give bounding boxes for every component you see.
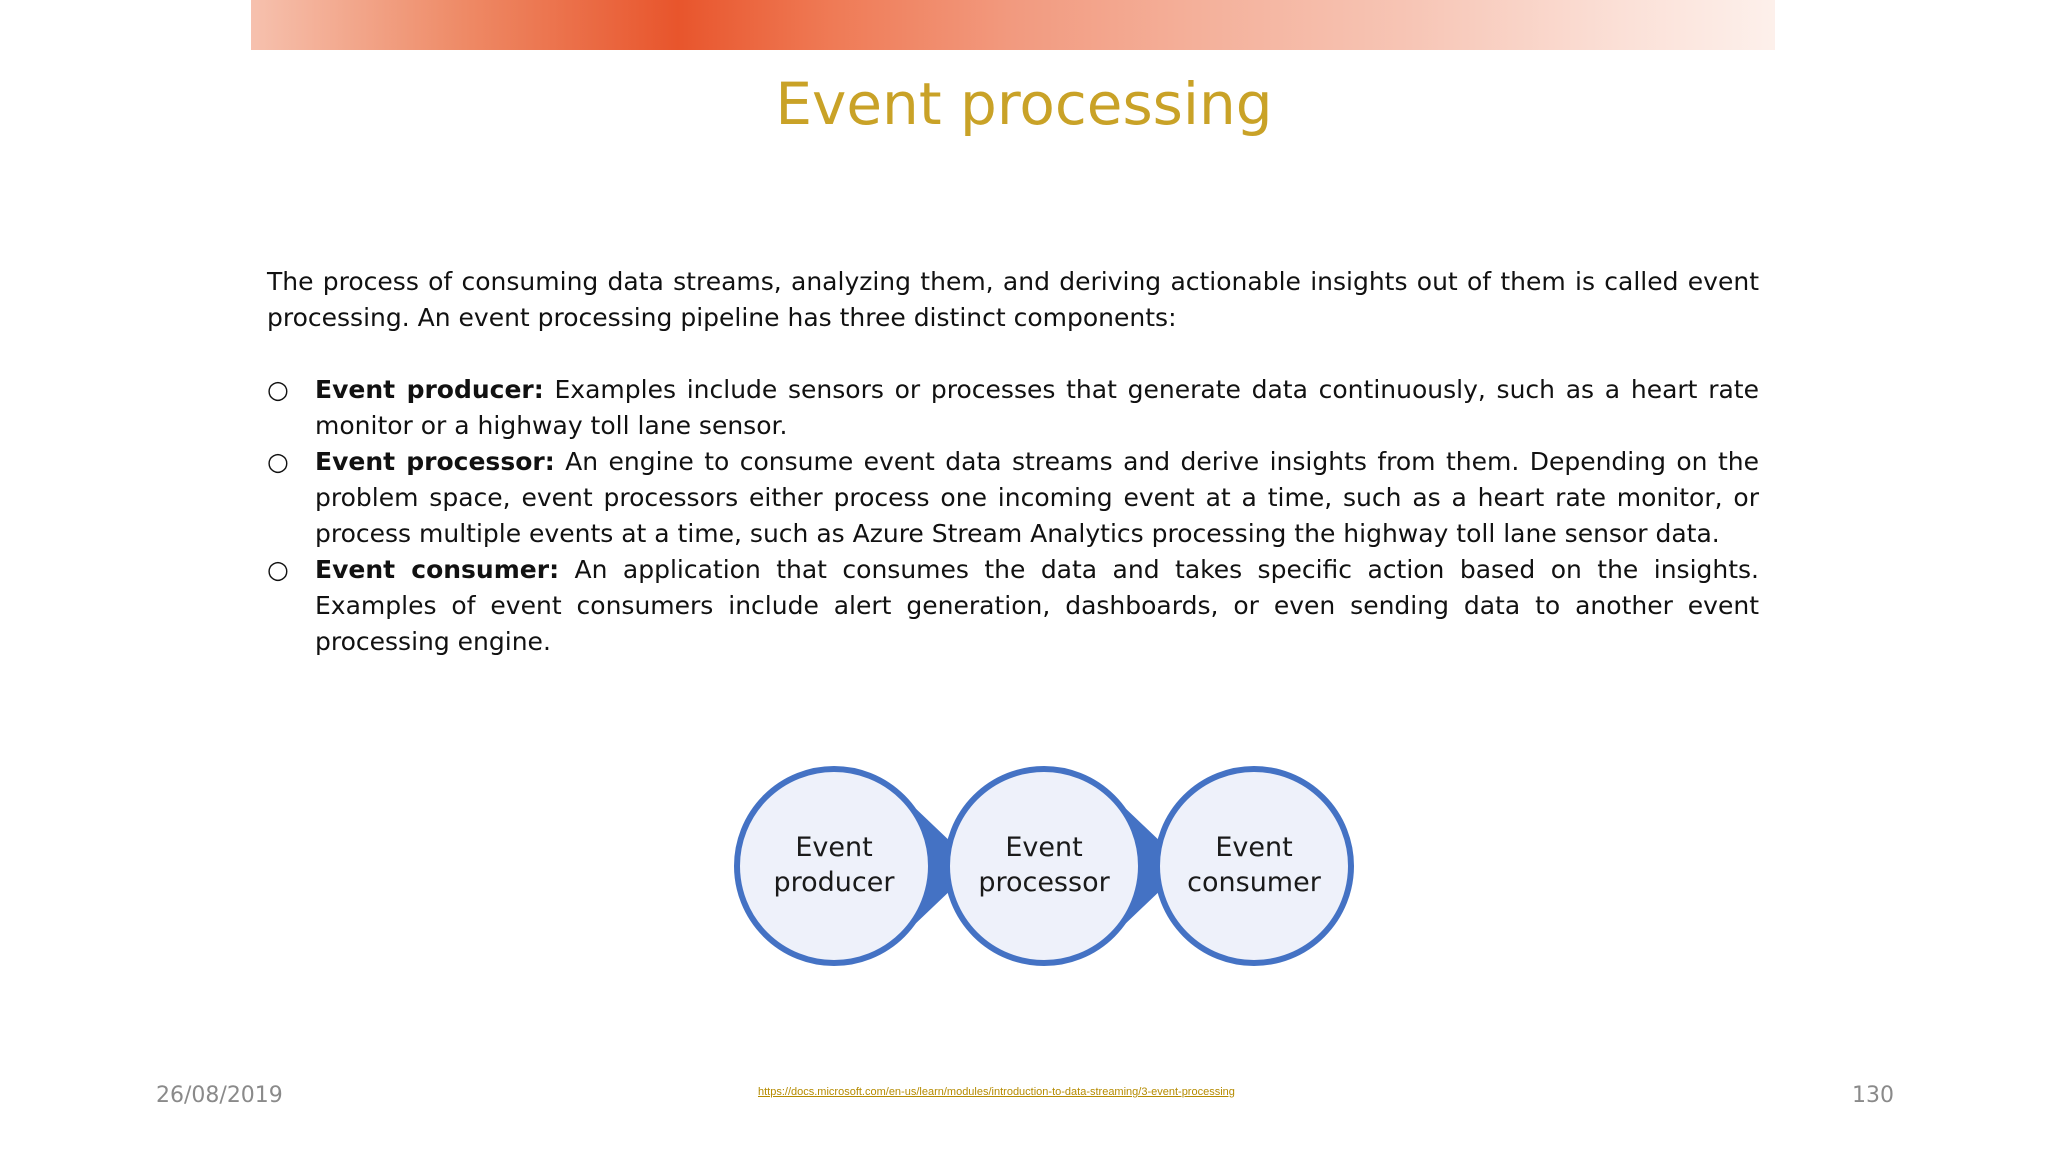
node-label-event-processor	[949, 830, 1139, 900]
source-link[interactable]: https://docs.microsoft.com/en-us/learn/modules/introduction-to-data-streaming/3-event-processing	[758, 1086, 1235, 1098]
bullet-text: Examples include sensors or processes that generate data continuously, such as a heart rate monitor or a highway toll lane sensor.	[315, 375, 1759, 440]
bullet-term: Event producer:	[315, 375, 544, 404]
footer-date: 26/08/2019	[156, 1083, 283, 1108]
intro-paragraph: The process of consuming data streams, analyzing them, and deriving actionable insights out of them is called event processing. An event processing pipeline has three distinct components:	[267, 267, 1759, 332]
bullet-term: Event consumer:	[315, 555, 560, 584]
node-label-line: Event	[1215, 832, 1293, 863]
bullet-text: An application that consumes the data and takes specific action based on the insights. Examples of event consumers include alert generation, dashboards, or even sending data to another event processing engine.	[315, 555, 1759, 656]
node-label-line: producer	[773, 867, 895, 898]
page-number: 130	[1852, 1083, 1894, 1108]
list-item-event-consumer	[267, 552, 1759, 660]
node-label-event-producer	[739, 830, 929, 900]
node-label-line: Event	[795, 832, 873, 863]
component-list	[267, 372, 1759, 660]
circle-bullet-icon: ○	[267, 375, 289, 404]
list-item-event-processor	[267, 444, 1759, 552]
slide-body	[267, 264, 1759, 660]
node-label-event-consumer	[1159, 830, 1349, 900]
event-pipeline-diagram	[726, 760, 1366, 974]
circle-bullet-icon: ○	[267, 555, 289, 584]
bullet-term: Event processor:	[315, 447, 555, 476]
header-accent-bar	[251, 0, 1775, 50]
circle-bullet-icon: ○	[267, 447, 289, 476]
node-label-line: processor	[978, 867, 1110, 898]
bullet-text: An engine to consume event data streams and derive insights from them. Depending on the problem space, event processors either process one incoming event at a time, such as a heart rate monitor, or process multiple events at a time, such as Azure Stream Analytics processing the highway toll lane sensor data.	[315, 447, 1759, 548]
node-label-line: consumer	[1187, 867, 1321, 898]
list-item-event-producer	[267, 372, 1759, 444]
node-label-line: Event	[1005, 832, 1083, 863]
page-title: Event processing	[775, 70, 1273, 138]
